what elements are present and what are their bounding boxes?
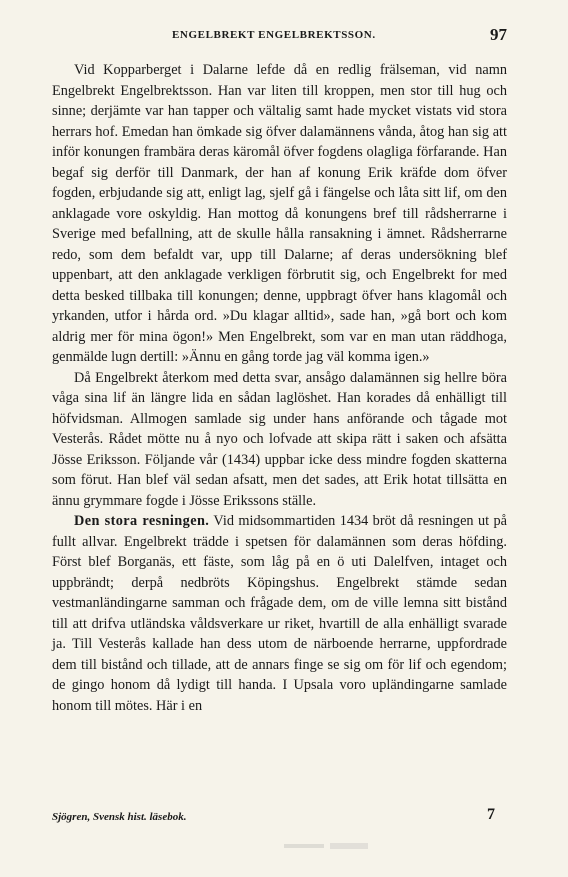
section-heading: Den stora resningen. — [74, 513, 210, 529]
paragraph-1-text: Vid Kopparberget i Dalarne lefde då en redlig frälseman, vid namn Engelbrekt Engelbrektsson. Han var liten till kroppen, men stor till hug och sinne; derjämte var han tapper och vältalig samt hade mycket vistats vid stora herrars hof. Emedan han ömkade sig öfver dalamännens vånda, åtog han sig att inför konungen frambära deras käromål öfver fogdens olagliga förfarande. Han begaf sig derför till Danmark, der han af konung Erik kräfde dom öfver fogden, erbjudande sig att, enligt lag, sjelf gå i fängelse och låta sitt lif, om den anklagade vore oskyldig. Han mottog då konungens bref till rådsherrarne i Sverige med befallning, att de skulle hålla ransakning i ämnet. Rådsherrarne redo, som dem befaldt var, upp till Dalarne; af deras undersökning blef uppenbart, att den anklagade verkligen förbrutit sig, och Engelbrekt for med detta besked tillbaka till konungen; denne, uppbragt öfver hans klagomål och yrkanden, utfor i hårda ord. »Du klagar alltid», sade han, »gå bort och kom aldrig mer för mina ögon!» Men Engelbrekt, som var en man utan räddhoga, genmälde lugn dertill: »Ännu en gång torde jag väl komma igen.» — [52, 62, 507, 365]
paragraph-3 — [52, 511, 507, 716]
paragraph-2-text: Då Engelbrekt återkom med detta svar, ansågo dalamännen sig hellre böra våga sina lif än längre lida en sådan laglöshet. Han korades då enhälligt till höfvidsman. Allmogen samlade sig under hans anförande och tågade mot Vesterås. Rådet mötte nu å nyo och lofvade att skipa rätt i saken och afsätta Jösse Eriksson. Följande vår (1434) uppbar icke dess mindre fogden skatterna som förut. Han blef väl sedan afsatt, men det sades, att Erik hotat tillsätta en ännu grymmare fogde i Jösse Erikssons ställe. — [52, 369, 507, 509]
paragraph-3-text: Vid midsommartiden 1434 bröt då resningen ut på fullt allvar. Engelbrekt trädde i spetsen för dalamännen som deras höfding. Först blef Borganäs, ett fäste, som låg på en ö uti Dalelfven, intaget och uppbrändt; derpå nedbröts Köpingshus. Engelbrekt stämde sedan vestmanländingarne samman och frågade dem, om de ville lemna sitt bistånd till att drifva utländska våldsverkare ur riket, hvartill de alla enhälligt svarade ja. Till Vesterås kallade han dess utom de närboende herrarne, uppfordrade dem till bistånd och tillade, att de annars finge se sig om för lif och egendom; de gingo honom då lydigt till handa. I Upsala voro upländingarne samlade honom till mötes. Här i en — [52, 513, 507, 714]
faint-library-stamp — [282, 840, 374, 854]
running-title: ENGELBREKT ENGELBREKTSSON. — [172, 29, 376, 41]
footer-source: Sjögren, Svensk hist. läsebok. — [52, 811, 187, 823]
running-header — [52, 25, 507, 47]
page-footer — [52, 806, 507, 828]
paragraph-1 — [52, 60, 507, 368]
page-number: 97 — [490, 25, 507, 44]
paragraph-2 — [52, 368, 507, 512]
body-text — [52, 60, 507, 716]
signature-mark: 7 — [487, 806, 495, 823]
